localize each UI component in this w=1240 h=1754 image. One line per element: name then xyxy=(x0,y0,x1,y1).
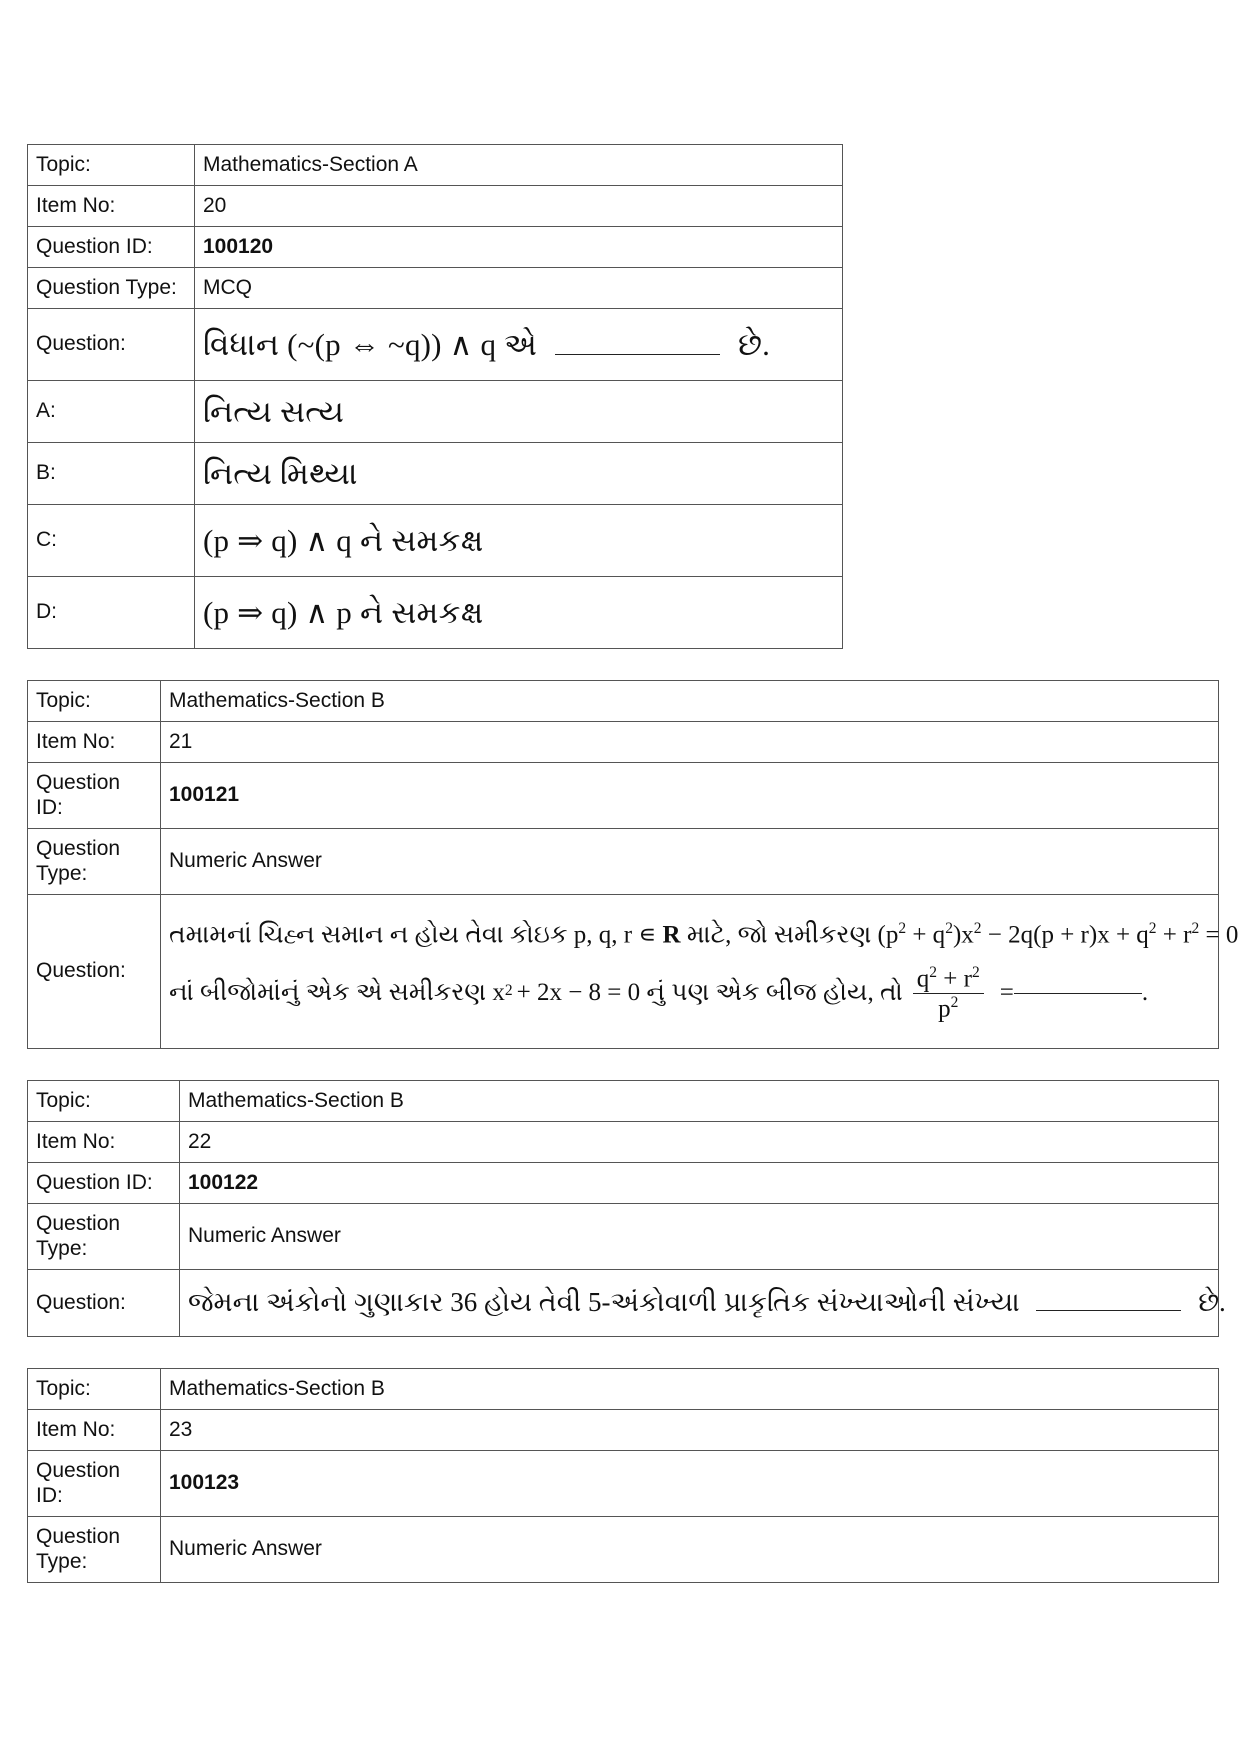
label-item-no: Item No: xyxy=(28,722,161,763)
q-line2-pre: નાં બીજોમાંનું એક એ સમીકરણ x xyxy=(169,979,505,1007)
q-line1-e: = 0 xyxy=(1205,921,1239,949)
row-question-id xyxy=(28,227,843,268)
row-question-type xyxy=(28,829,1219,895)
label-question-id: Question ID: xyxy=(28,1163,180,1204)
row-question-type xyxy=(28,1204,1219,1270)
item-no-value: 22 xyxy=(180,1122,1219,1163)
topic-value: Mathematics-Section A xyxy=(195,145,843,186)
question-text xyxy=(180,1270,1226,1337)
question-table-22 xyxy=(27,1080,1226,1337)
question-line-2 xyxy=(169,964,1210,1023)
row-item-no xyxy=(28,1122,1219,1163)
q-line1-c: − 2q(p + r)x + q xyxy=(987,921,1149,949)
item-no-value: 20 xyxy=(195,186,843,227)
label-option-c: C: xyxy=(28,505,195,577)
row-item-no xyxy=(28,722,1219,763)
label-topic: Topic: xyxy=(28,1369,161,1410)
question-body: વિધાન (~(p ⇔ ~q)) ∧ q એ xyxy=(203,326,538,362)
answer-blank xyxy=(1036,1310,1181,1311)
q-line1-mid: માટે, જો સમીકરણ (p xyxy=(686,921,899,949)
option-c-text: (p ⇒ q) ∧ q ને સમકક્ષ xyxy=(195,505,843,577)
row-question-id xyxy=(28,763,1219,829)
answer-blank xyxy=(1014,993,1142,994)
question-type-value: Numeric Answer xyxy=(161,829,1219,895)
option-d-text: (p ⇒ q) ∧ p ને સમકક્ષ xyxy=(195,577,843,649)
label-question-type-line2: Type: xyxy=(36,861,88,885)
sup: 2 xyxy=(1148,920,1157,938)
label-question-id-line1: Question xyxy=(36,1459,121,1483)
question-body: જેમના અંકોનો ગુણાકાર 36 હોય તેવી 5-અંકોવાળી પ્રાકૃતિક સંખ્યાઓની સંખ્યા xyxy=(188,1287,1020,1318)
label-question-type-line2: Type: xyxy=(36,1236,88,1260)
option-b-text: નિત્ય મિથ્યા xyxy=(195,443,843,505)
num-q: q xyxy=(916,965,930,993)
topic-value: Mathematics-Section B xyxy=(180,1081,1219,1122)
question-type-value: Numeric Answer xyxy=(161,1517,1219,1583)
item-no-value: 23 xyxy=(161,1410,1219,1451)
equals-sign: = xyxy=(999,979,1014,1007)
question-id-value: 100120 xyxy=(195,227,843,268)
row-question-id xyxy=(28,1451,1219,1517)
question-table-23 xyxy=(27,1368,1219,1583)
question-end: છે. xyxy=(737,326,771,362)
row-option-c xyxy=(28,505,843,577)
period: . xyxy=(1141,979,1149,1007)
label-question-type-line1: Question xyxy=(36,837,121,861)
row-item-no xyxy=(28,1410,1219,1451)
row-topic xyxy=(28,145,843,186)
question-end: છે. xyxy=(1198,1287,1226,1318)
q-line1-a: + q xyxy=(912,921,946,949)
label-topic: Topic: xyxy=(28,145,195,186)
label-topic: Topic: xyxy=(28,1081,180,1122)
row-topic xyxy=(28,1081,1219,1122)
question-type-value: Numeric Answer xyxy=(180,1204,1219,1270)
label-question: Question: xyxy=(28,309,195,381)
topic-value: Mathematics-Section B xyxy=(161,1369,1219,1410)
sup: 2 xyxy=(1191,920,1200,938)
label-question-id-line1: Question xyxy=(36,771,121,795)
row-option-d xyxy=(28,577,843,649)
row-question-id xyxy=(28,1163,1219,1204)
question-id-value: 100121 xyxy=(161,763,1219,829)
q-line1-pre: તમામનાં ચિહ્ન સમાન ન હોય તેવા કોઇક p, q, r ∊ xyxy=(169,921,657,949)
label-item-no: Item No: xyxy=(28,1122,180,1163)
q-line1-d: + r xyxy=(1162,921,1192,949)
option-a-text: નિત્ય સત્ય xyxy=(195,381,843,443)
topic-value: Mathematics-Section B xyxy=(161,681,1219,722)
row-question xyxy=(28,895,1219,1049)
item-no-value: 21 xyxy=(161,722,1219,763)
label-question-id xyxy=(28,1451,161,1517)
row-question xyxy=(28,1270,1219,1337)
question-table-20 xyxy=(27,144,843,649)
question-id-value: 100123 xyxy=(161,1451,1219,1517)
label-question: Question: xyxy=(28,895,161,1049)
question-table-21 xyxy=(27,680,1239,1049)
row-topic xyxy=(28,1369,1219,1410)
label-question-id-line2: ID: xyxy=(36,795,63,819)
fraction-numerator xyxy=(913,964,984,994)
sup: 2 xyxy=(945,920,953,938)
q-line1-bold: R xyxy=(662,921,681,949)
num-plus: + r xyxy=(943,965,972,993)
label-question-type-line1: Question xyxy=(36,1525,121,1549)
sup: 2 xyxy=(971,964,980,982)
label-question-type xyxy=(28,829,161,895)
label-question: Question: xyxy=(28,1270,180,1337)
question-line-1 xyxy=(169,920,1239,950)
label-question-type xyxy=(28,1204,180,1270)
fraction-denominator xyxy=(938,994,958,1023)
row-question-type xyxy=(28,1517,1219,1583)
label-question-id xyxy=(28,763,161,829)
label-item-no: Item No: xyxy=(28,1410,161,1451)
label-option-a: A: xyxy=(28,381,195,443)
label-question-type-line2: Type: xyxy=(36,1549,88,1573)
answer-blank xyxy=(555,354,720,355)
q-line1-b: )x xyxy=(952,921,974,949)
question-text xyxy=(161,895,1239,1049)
label-question-type-line1: Question xyxy=(36,1212,121,1236)
row-question xyxy=(28,309,843,381)
sup: 2 xyxy=(504,982,513,1000)
row-option-a xyxy=(28,381,843,443)
sup: 2 xyxy=(929,964,938,982)
row-option-b xyxy=(28,443,843,505)
label-topic: Topic: xyxy=(28,681,161,722)
question-text xyxy=(195,309,843,381)
label-option-b: B: xyxy=(28,443,195,505)
fraction xyxy=(913,964,984,1023)
q-line2-mid: + 2x − 8 = 0 નું પણ એક બીજ હોય, તો xyxy=(516,979,903,1007)
label-question-id-line2: ID: xyxy=(36,1483,63,1507)
question-id-value: 100122 xyxy=(180,1163,1219,1204)
label-item-no: Item No: xyxy=(28,186,195,227)
label-question-id: Question ID: xyxy=(28,227,195,268)
row-item-no xyxy=(28,186,843,227)
den-p: p xyxy=(938,995,951,1023)
row-question-type xyxy=(28,268,843,309)
sup: 2 xyxy=(950,994,959,1012)
row-topic xyxy=(28,681,1219,722)
sup: 2 xyxy=(898,920,907,938)
sup: 2 xyxy=(973,920,982,938)
label-question-type xyxy=(28,1517,161,1583)
question-type-value: MCQ xyxy=(195,268,843,309)
label-question-type: Question Type: xyxy=(28,268,195,309)
label-option-d: D: xyxy=(28,577,195,649)
